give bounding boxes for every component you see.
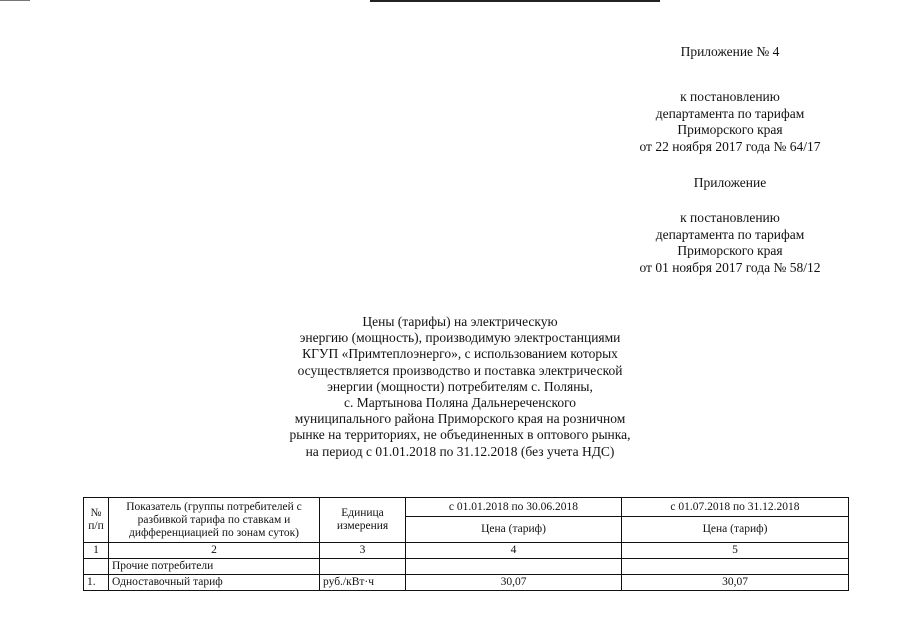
appendix-line: от 22 ноября 2017 года № 64/17 [639, 138, 821, 154]
title-line: рынке на территориях, не объединенных в оптового рынка, [289, 427, 631, 443]
title-line: на период с 01.01.2018 по 31.12.2018 (без учета НДС) [305, 443, 615, 459]
column-number: 2 [109, 543, 320, 559]
appendix-prev-line: от 01 ноября 2017 года № 58/12 [639, 259, 821, 275]
row-indicator: Одноставочный тариф [109, 575, 320, 591]
header-period-1: с 01.01.2018 по 30.06.2018 [406, 498, 622, 517]
title-line: энергии (мощности) потребителям с. Поляны, [327, 378, 593, 394]
appendix-header [600, 44, 860, 61]
appendix-prev-line: к постановлению [680, 210, 780, 225]
title-line: КГУП «Примтеплоэнерго», с использованием которых [302, 346, 618, 362]
document-title [225, 314, 695, 460]
appendix-line: Приморского края [677, 122, 783, 138]
table-header-row [84, 498, 849, 517]
header-period-2: с 01.07.2018 по 31.12.2018 [622, 498, 849, 517]
title-line: с. Мартынова Поляна Дальнереченского [343, 395, 577, 411]
appendix-line: к постановлению [680, 89, 780, 104]
row-value-2: 30,07 [622, 575, 849, 591]
header-num: № п/п [84, 498, 109, 543]
column-number-row [84, 543, 849, 559]
row-value-1: 30,07 [406, 575, 622, 591]
group-label: Прочие потребители [109, 559, 320, 575]
header-price-2: Цена (тариф) [622, 517, 849, 543]
header-unit: Единица измерения [320, 498, 406, 543]
header-indicator: Показатель (группы потребителей с разбивкой тарифа по ставкам и дифференциацией по зонам суток) [109, 498, 320, 543]
title-line: энергию (мощность), производимую электростанциями [299, 330, 621, 346]
scan-artifact [370, 0, 660, 2]
appendix-title: Приложение № 4 [680, 44, 780, 59]
column-number: 4 [406, 543, 622, 559]
appendix-prev-reference [600, 210, 860, 276]
appendix-line: департамента по тарифам [655, 105, 805, 121]
column-number: 5 [622, 543, 849, 559]
appendix-prev-header [600, 175, 860, 192]
scan-artifact [0, 0, 30, 1]
appendix-prev-line: Приморского края [677, 243, 783, 259]
header-price-1: Цена (тариф) [406, 517, 622, 543]
group-num-cell [84, 559, 109, 575]
table-row [84, 575, 849, 591]
row-unit: руб./кВт·ч [320, 575, 406, 591]
column-number: 3 [320, 543, 406, 559]
title-line: осуществляется производство и поставка электрической [297, 362, 623, 378]
group-value-cell [622, 559, 849, 575]
appendix-prev-title: Приложение [693, 175, 767, 190]
row-num: 1. [84, 575, 109, 591]
appendix-reference [600, 89, 860, 155]
column-number: 1 [84, 543, 109, 559]
group-value-cell [406, 559, 622, 575]
title-line: Цены (тарифы) на электрическую [362, 314, 558, 329]
title-line: муниципального района Приморского края на розничном [294, 411, 626, 427]
tariff-table [83, 497, 849, 591]
appendix-prev-line: департамента по тарифам [655, 226, 805, 242]
group-unit-cell [320, 559, 406, 575]
group-row [84, 559, 849, 575]
